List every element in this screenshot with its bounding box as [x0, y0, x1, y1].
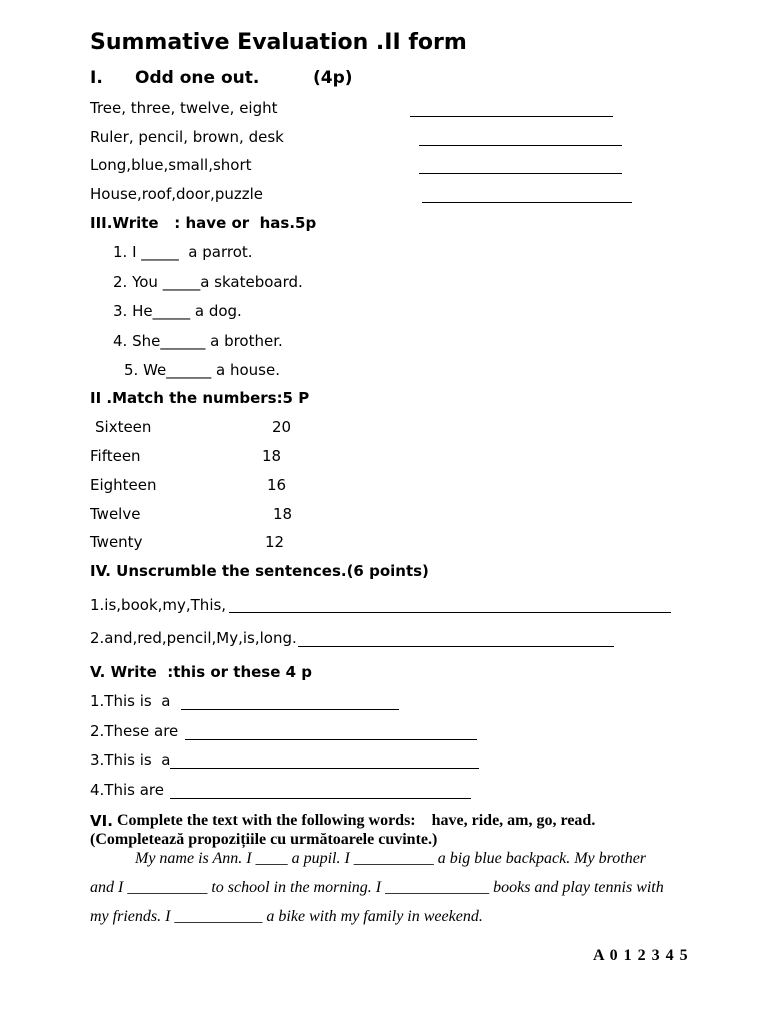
- cloze-line-3: my friends. I ___________ a bike with my family in weekend.: [90, 908, 483, 925]
- unscramble-line-2[interactable]: [298, 646, 614, 647]
- match-number-2: 18: [262, 447, 282, 465]
- match-number-1: 20: [272, 418, 292, 436]
- this-item-4: 4.This are: [90, 781, 164, 799]
- this-line-2[interactable]: [185, 739, 477, 740]
- match-number-3: 16: [267, 476, 287, 494]
- page-title: Summative Evaluation .II form: [90, 30, 467, 55]
- this-item-1: 1.This is a: [90, 692, 171, 710]
- have-item-4: 4. She______ a brother.: [113, 332, 283, 350]
- section2-heading: II .Match the numbers:5 P: [90, 389, 310, 407]
- unscramble-line-1[interactable]: [229, 612, 671, 613]
- odd-item-3: Long,blue,small,short: [90, 156, 252, 174]
- this-line-1[interactable]: [181, 709, 399, 710]
- section4-heading: IV. Unscrumble the sentences.(6 points): [90, 562, 429, 580]
- this-line-4[interactable]: [170, 798, 471, 799]
- footer-code: A 0 1 2 3 4 5: [593, 947, 689, 964]
- this-item-3: 3.This is a: [90, 751, 171, 769]
- this-line-3[interactable]: [170, 768, 479, 769]
- section5-heading: V. Write :this or these 4 p: [90, 663, 313, 681]
- section6-number: VI.: [90, 812, 113, 830]
- have-item-3: 3. He_____ a dog.: [113, 302, 242, 320]
- odd-item-4: House,roof,door,puzzle: [90, 185, 263, 203]
- cloze-line-2: and I __________ to school in the morning. I _____________ books and play tennis with: [90, 879, 664, 896]
- match-number-5: 12: [265, 533, 285, 551]
- have-item-1: 1. I _____ a parrot.: [113, 243, 253, 261]
- have-item-2: 2. You _____a skateboard.: [113, 273, 303, 291]
- section3-heading: III.Write : have or has.5p: [90, 214, 317, 232]
- match-number-4: 18: [273, 505, 293, 523]
- section1-number: I.: [90, 68, 103, 88]
- match-word-1: Sixteen: [95, 418, 152, 436]
- have-item-5: 5. We______ a house.: [124, 361, 280, 379]
- cloze-line-1: My name is Ann. I ____ a pupil. I __________ a big blue backpack. My brother: [135, 850, 647, 867]
- unscramble-item-1: 1.is,book,my,This,: [90, 596, 227, 614]
- match-word-5: Twenty: [90, 533, 143, 551]
- section1-points: (4p): [313, 68, 353, 88]
- this-item-2: 2.These are: [90, 722, 179, 740]
- unscramble-item-2: 2.and,red,pencil,My,is,long.: [90, 629, 297, 647]
- section6-subheading: (Completează propozițiile cu următoarele cuvinte.): [90, 831, 438, 848]
- match-word-4: Twelve: [90, 505, 141, 523]
- odd-item-1: Tree, three, twelve, eight: [90, 99, 278, 117]
- match-word-3: Eighteen: [90, 476, 157, 494]
- answer-line-1[interactable]: [410, 116, 613, 117]
- match-word-2: Fifteen: [90, 447, 141, 465]
- answer-line-4[interactable]: [422, 202, 632, 203]
- section1-heading: Odd one out.: [135, 68, 260, 88]
- odd-item-2: Ruler, pencil, brown, desk: [90, 128, 284, 146]
- section6-heading: Complete the text with the following words: have, ride, am, go, read.: [113, 812, 596, 829]
- answer-line-2[interactable]: [419, 145, 622, 146]
- answer-line-3[interactable]: [419, 173, 622, 174]
